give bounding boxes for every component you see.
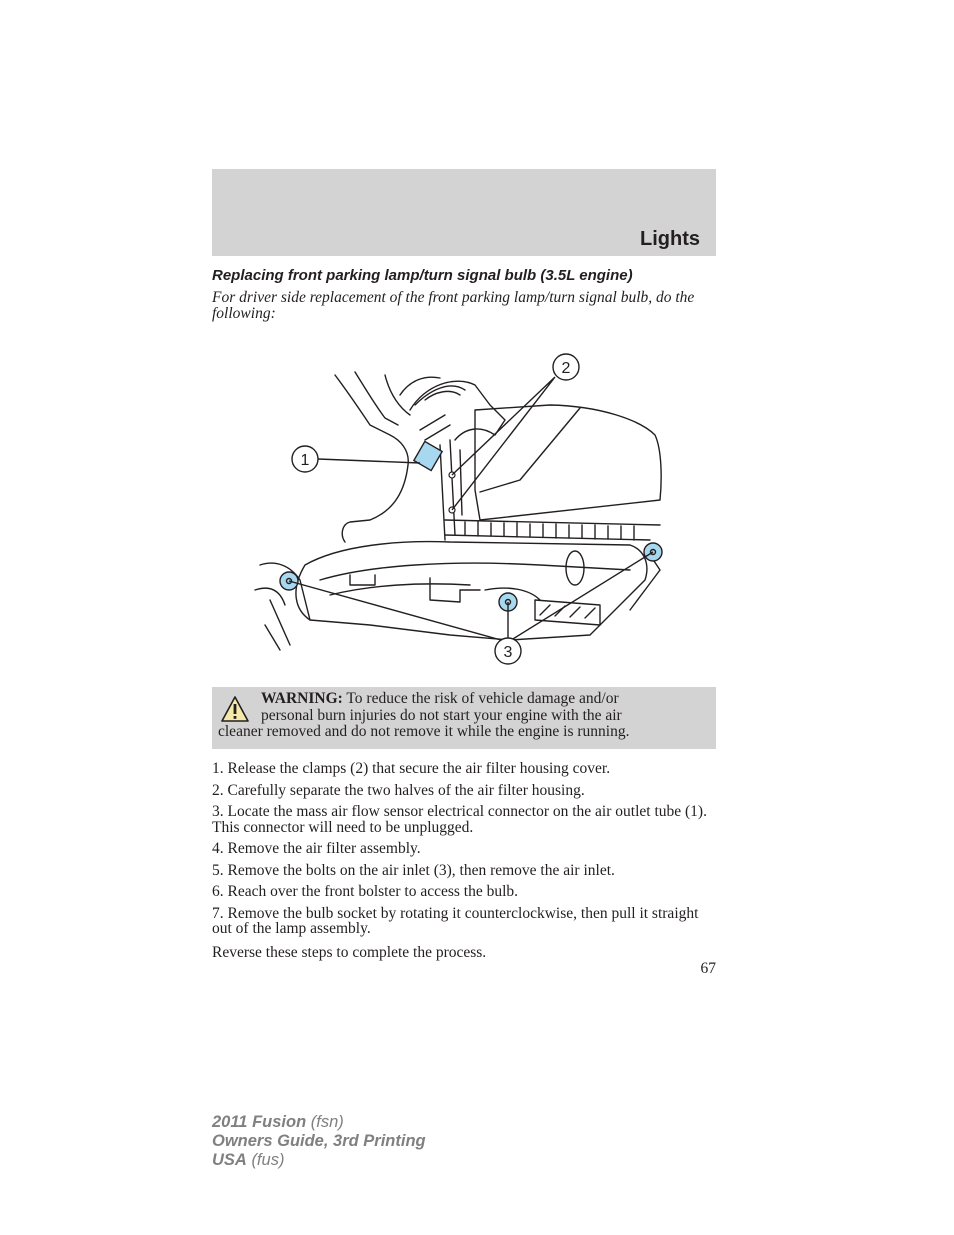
step-6: 6. Reach over the front bolster to access the bulb. — [212, 883, 519, 900]
page-number: 67 — [700, 960, 716, 977]
step-4: 4. Remove the air filter assembly. — [212, 840, 421, 857]
footer-guide: Owners Guide, 3rd Printing — [212, 1132, 426, 1150]
warning-line-2: personal burn injuries do not start your engine with the air — [261, 706, 622, 724]
warning-line-1: To reduce the risk of vehicle damage and/or — [346, 690, 619, 707]
closing-note: Reverse these steps to complete the process. — [212, 943, 487, 961]
mass-air-flow-connector — [414, 441, 442, 470]
section-heading: Replacing front parking lamp/turn signal bulb (3.5L engine) — [212, 267, 633, 284]
chapter-title: Lights — [640, 228, 700, 250]
step-7: 7. Remove the bulb socket by rotating it counterclockwise, then pull it straight out of the lamp assembly. — [212, 904, 699, 937]
footer — [212, 1113, 426, 1170]
callout-1: 1 — [300, 452, 310, 469]
outlet-tube — [410, 381, 505, 440]
footer-region: USA — [212, 1151, 247, 1169]
step-5: 5. Remove the bolts on the air inlet (3), then remove the air inlet. — [212, 861, 615, 879]
warning-text — [218, 691, 708, 741]
warning-line-3: cleaner removed and do not remove it while the engine is running. — [218, 723, 630, 740]
chapter-header-band — [212, 169, 716, 256]
callout-3: 3 — [503, 644, 513, 661]
footer-region-code: (fus) — [251, 1151, 285, 1169]
steps-list — [212, 761, 712, 966]
section-intro: For driver side replacement of the front parking lamp/turn signal bulb, do the following: — [212, 289, 695, 322]
step-3: 3. Locate the mass air flow sensor electrical connector on the air outlet tube (1). This connector will need to be unplugged. — [212, 803, 707, 836]
step-2: 2. Carefully separate the two halves of the air filter housing. — [212, 781, 585, 799]
warning-box — [212, 687, 716, 749]
warning-label: WARNING: — [261, 690, 343, 707]
air-filter-diagram — [250, 350, 680, 670]
footer-model: 2011 Fusion — [212, 1113, 307, 1131]
footer-model-code: (fsn) — [310, 1113, 344, 1131]
step-1: 1. Release the clamps (2) that secure the air filter housing cover. — [212, 760, 611, 777]
callout-2: 2 — [561, 360, 571, 377]
